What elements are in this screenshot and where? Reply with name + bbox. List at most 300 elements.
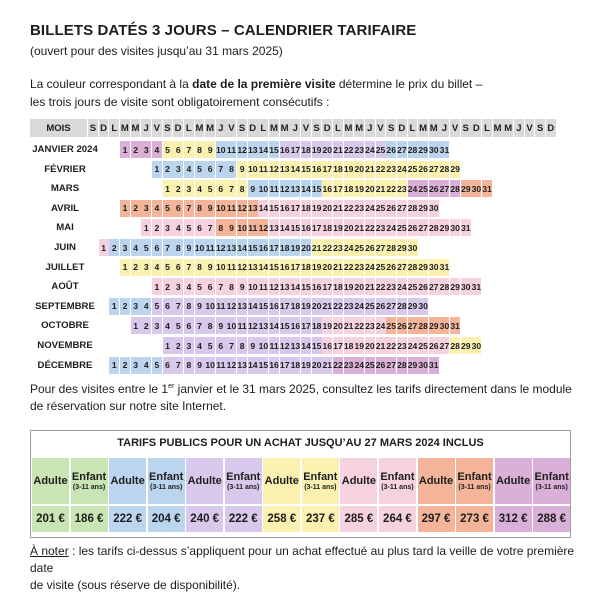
child-age-range: (3-11 ans) [72,484,106,491]
calendar-day: 16 [312,161,322,178]
calendar-day: 7 [205,219,215,236]
calendar-day: 6 [163,357,173,374]
calendar-day: 11 [226,259,236,276]
calendar-day: 3 [131,357,141,374]
calendar-day: 3 [131,298,141,315]
calendar-day: 26 [386,200,396,217]
calendar-day: 30 [461,278,471,295]
calendar-day: 3 [141,200,151,217]
calendar-day: 12 [226,298,236,315]
weekday-header: V [301,119,311,137]
calendar-day: 13 [280,278,290,295]
calendar-day: 31 [450,317,460,334]
calendar-day: 18 [333,161,343,178]
child-age-range: (3-11 ans) [535,484,568,491]
weekday-header: M [493,119,503,137]
weekday-header: J [290,119,300,137]
calendar-day: 10 [248,278,258,295]
calendar-day: 3 [141,259,151,276]
calendar-day: 27 [397,200,407,217]
calendar-day: 12 [269,278,279,295]
calendar-day: 17 [290,141,300,158]
calendar-day: 26 [386,141,396,158]
calendar-day: 27 [439,337,449,354]
calendar-day: 2 [163,278,173,295]
calendar-day: 12 [237,259,247,276]
calendar-day: 16 [312,278,322,295]
calendar-day: 6 [173,259,183,276]
calendar-day: 26 [418,278,428,295]
calendar-day: 18 [301,141,311,158]
calendar-day: 22 [376,161,386,178]
calendar-day: 21 [333,200,343,217]
price-category-label [263,458,300,504]
calendar-day: 15 [312,337,322,354]
calendar-day: 10 [237,219,247,236]
calendar-day: 16 [280,259,290,276]
calendar-day: 1 [109,357,119,374]
calendar-day: 15 [312,180,322,197]
calendar-day: 16 [269,357,279,374]
calendar-day: 22 [344,200,354,217]
calendar-day: 19 [301,357,311,374]
calendar-day: 17 [280,357,290,374]
weekday-header: D [173,119,183,137]
calendar-day: 20 [365,337,375,354]
calendar-day: 15 [248,239,258,256]
calendar-day: 5 [195,161,205,178]
calendar-day: 21 [365,161,375,178]
calendar-day: 25 [354,239,364,256]
calendar-day: 9 [195,357,205,374]
calendar-day: 14 [269,317,279,334]
calendar-day: 4 [195,180,205,197]
calendar-day: 3 [141,141,151,158]
price-category-label [379,458,416,504]
calendar-day: 27 [386,298,396,315]
calendar-day: 17 [312,219,322,236]
calendar-day: 24 [397,278,407,295]
child-price: 288 € [533,506,570,532]
calendar-day: 7 [195,317,205,334]
calendar-day: 8 [237,337,247,354]
calendar-day: 6 [173,200,183,217]
calendar-day: 1 [152,278,162,295]
calendar-day: 17 [290,200,300,217]
calendar-day: 23 [344,357,354,374]
calendar-day: 29 [418,200,428,217]
calendar-day: 24 [354,298,364,315]
calendar-day: 14 [290,278,300,295]
calendar-day: 30 [418,298,428,315]
calendar-day: 13 [248,200,258,217]
calendar-day: 26 [397,317,407,334]
calendar-day: 17 [269,239,279,256]
weekday-header: L [333,119,343,137]
calendar-day: 18 [301,259,311,276]
calendar-day: 1 [120,141,130,158]
calendar-day: 28 [429,219,439,236]
calendar-day: 11 [269,337,279,354]
calendar-day: 18 [301,200,311,217]
calendar-day: 10 [216,141,226,158]
calendar-day: 3 [184,337,194,354]
calendar-day: 27 [429,278,439,295]
month-label: AOÛT [51,281,79,293]
weekday-header: M [344,119,354,137]
weekday-header: M [280,119,290,137]
calendar-day: 25 [408,278,418,295]
calendar-day: 14 [280,219,290,236]
calendar-day: 18 [344,180,354,197]
calendar-day: 11 [258,278,268,295]
calendar-day: 9 [184,239,194,256]
price-table-title: TARIFS PUBLICS POUR UN ACHAT JUSQU’AU 27 MARS 2024 INCLUS [117,437,484,449]
calendar-day: 12 [269,161,279,178]
month-label: SEPTEMBRE [35,300,95,312]
calendar-day: 11 [248,219,258,236]
calendar-day: 3 [184,180,194,197]
weekday-header: D [248,119,258,137]
calendar-day: 2 [109,239,119,256]
price-category-label [456,458,493,504]
price-column-adult [186,458,223,534]
price-category-label [418,458,455,504]
calendar-day: 1 [152,161,162,178]
calendar-day: 19 [354,180,364,197]
calendar-day: 2 [131,141,141,158]
weekday-header: M [418,119,428,137]
calendar-day: 28 [439,161,449,178]
calendar-day: 10 [205,298,215,315]
month-header: MOIS [30,119,87,137]
child-price: 204 € [148,506,185,532]
weekday-header: M [269,119,279,137]
calendar-day: 15 [269,200,279,217]
calendar-day: 7 [216,161,226,178]
calendar-day: 11 [258,161,268,178]
adult-label: Adulte [264,475,299,487]
adult-price: 312 € [495,506,532,532]
weekday-header: M [354,119,364,137]
child-price: 186 € [71,506,108,532]
price-category-label [148,458,185,504]
calendar-day: 29 [397,239,407,256]
month-label: OCTOBRE [41,320,89,332]
calendar-day: 23 [344,298,354,315]
calendar-day: 26 [386,259,396,276]
calendar-day: 17 [290,259,300,276]
note-sup: er [168,383,175,390]
calendar-day: 12 [280,337,290,354]
calendar-day: 24 [344,239,354,256]
child-label: Enfant [457,471,492,483]
weekday-header: M [503,119,513,137]
calendar-day: 15 [290,219,300,236]
calendar-day: 16 [269,298,279,315]
weekday-header: S [386,119,396,137]
calendar-day: 23 [386,161,396,178]
calendar-day: 10 [216,259,226,276]
calendar-day: 14 [301,337,311,354]
price-column-adult [340,458,377,534]
price-column-adult [263,458,300,534]
calendar-day: 4 [173,219,183,236]
calendar-day: 11 [269,180,279,197]
note-prefix: Pour des visites entre le 1 [30,382,169,396]
calendar-day: 5 [152,357,162,374]
calendar-day: 19 [290,239,300,256]
calendar-day: 13 [226,239,236,256]
calendar-day: 25 [418,337,428,354]
calendar-day: 13 [269,219,279,236]
calendar-day: 11 [226,200,236,217]
calendar-day: 6 [216,180,226,197]
calendar-day: 20 [322,141,332,158]
weekday-header: J [141,119,151,137]
child-label: Enfant [71,471,107,483]
calendar-day: 19 [312,141,322,158]
child-label: Enfant [149,471,184,483]
calendar-day: 18 [344,337,354,354]
weekday-header: V [376,119,386,137]
calendar-day: 14 [290,161,300,178]
calendar-day: 14 [301,180,311,197]
price-category-label [225,458,262,504]
calendar-day: 9 [205,141,215,158]
calendar-day: 16 [258,239,268,256]
calendar-day: 13 [237,357,247,374]
child-age-range: (3-11 ans) [149,484,183,491]
calendar-day: 11 [237,317,247,334]
weekday-header: M [195,119,205,137]
calendar-day: 31 [482,180,492,197]
calendar-day: 13 [237,298,247,315]
footnote-text: : les tarifs ci-dessus s’appliquent pour un achat effectué au plus tard la veille de votre première date [30,544,575,575]
calendar-day: 25 [376,200,386,217]
calendar-day: 28 [397,357,407,374]
month-label: JUIN [54,242,76,253]
calendar-day: 2 [120,298,130,315]
page-title: BILLETS DATÉS 3 JOURS – CALENDRIER TARIFAIRE [30,22,417,39]
calendar-day: 28 [408,141,418,158]
calendar-day: 9 [248,337,258,354]
calendar-day: 2 [131,259,141,276]
calendar-day: 14 [258,259,268,276]
weekday-header: J [514,119,524,137]
calendar-day: 8 [195,200,205,217]
calendar-day: 17 [322,161,332,178]
weekday-header: L [408,119,418,137]
calendar-day: 27 [376,239,386,256]
calendar-day: 21 [354,219,364,236]
calendar-day: 31 [429,357,439,374]
calendar-day: 25 [376,141,386,158]
calendar-day: 21 [344,317,354,334]
calendar-day: 29 [450,161,460,178]
calendar-day: 5 [195,278,205,295]
calendar-day: 8 [195,141,205,158]
calendar-day: 14 [258,141,268,158]
calendar-day: 24 [408,180,418,197]
calendar-day: 1 [120,200,130,217]
calendar-day: 8 [237,180,247,197]
calendar-day: 4 [152,141,162,158]
price-column-adult [495,458,532,534]
adult-price: 240 € [186,506,223,532]
calendar-day: 21 [322,298,332,315]
calendar-day: 23 [354,141,364,158]
calendar-day: 5 [163,200,173,217]
calendar-day: 29 [429,317,439,334]
calendar-day: 29 [418,259,428,276]
calendar-day: 6 [152,239,162,256]
calendar-day: 29 [450,278,460,295]
calendar-day: 13 [290,337,300,354]
calendar-day: 1 [109,298,119,315]
calendar-day: 15 [301,278,311,295]
weekday-header: M [120,119,130,137]
calendar-day: 9 [237,278,247,295]
child-price: 273 € [456,506,493,532]
calendar-day: 15 [269,141,279,158]
calendar-day: 2 [141,317,151,334]
calendar-day: 23 [397,337,407,354]
calendar-day: 17 [301,317,311,334]
price-column-child [302,458,339,534]
calendar-day: 19 [354,337,364,354]
price-category-label [533,458,570,504]
calendar-day: 30 [439,317,449,334]
calendar-day: 19 [301,298,311,315]
calendar-day: 28 [408,259,418,276]
child-age-range: (3-11 ans) [304,484,337,491]
calendar-day: 5 [205,337,215,354]
calendar-day: 16 [301,219,311,236]
calendar-day: 5 [163,259,173,276]
calendar-day: 12 [258,219,268,236]
calendar-day: 5 [184,219,194,236]
calendar-day: 11 [216,357,226,374]
calendar-day: 24 [376,317,386,334]
calendar-day: 22 [333,298,343,315]
calendar-day: 21 [333,141,343,158]
calendar-day: 27 [439,180,449,197]
calendar-day: 25 [365,357,375,374]
calendar-day: 21 [376,180,386,197]
calendar-day: 9 [226,219,236,236]
calendar-day: 30 [408,239,418,256]
calendar-day: 5 [163,141,173,158]
calendar-day: 12 [280,180,290,197]
calendar-day: 28 [386,239,396,256]
calendar-day: 1 [99,239,109,256]
calendar-day: 19 [344,161,354,178]
calendar-day: 20 [354,161,364,178]
calendar-day: 27 [429,161,439,178]
calendar-day: 26 [376,298,386,315]
adult-price: 285 € [340,506,377,532]
calendar-day: 1 [163,180,173,197]
calendar-day: 6 [173,141,183,158]
calendar-day: 11 [226,141,236,158]
weekday-header: S [88,119,98,137]
adult-label: Adulte [341,475,376,487]
calendar-day: 8 [173,239,183,256]
calendar-day: 28 [439,278,449,295]
price-column-child [456,458,493,534]
calendar-day: 6 [184,317,194,334]
calendar-day: 12 [237,200,247,217]
price-column-child [225,458,262,534]
calendar-day: 10 [258,337,268,354]
page-subtitle: (ouvert pour des visites jusqu’au 31 mars 2025) [30,44,283,58]
calendar-day: 20 [301,239,311,256]
calendar-day: 8 [226,161,236,178]
calendar-day: 30 [429,200,439,217]
calendar-day: 24 [354,357,364,374]
calendar-day: 18 [290,298,300,315]
calendar-day: 26 [376,357,386,374]
calendar-day: 4 [131,239,141,256]
weekday-header: V [450,119,460,137]
calendar-day: 4 [152,259,162,276]
calendar-day: 21 [376,337,386,354]
child-price: 264 € [379,506,416,532]
calendar-day: 22 [386,180,396,197]
calendar-day: 25 [418,180,428,197]
calendar-day: 29 [408,298,418,315]
price-column-adult [109,458,146,534]
calendar-day: 1 [131,317,141,334]
adult-price: 201 € [32,506,69,532]
calendar-day: 5 [141,239,151,256]
weekday-header: J [365,119,375,137]
adult-price: 297 € [418,506,455,532]
calendar-day: 26 [429,180,439,197]
calendar-day: 10 [216,200,226,217]
calendar-day: 24 [365,200,375,217]
calendar-day: 14 [248,357,258,374]
calendar-day: 19 [344,278,354,295]
month-label: AVRIL [50,202,80,214]
calendar-day: 1 [141,219,151,236]
calendar-day: 2 [173,180,183,197]
calendar-day: 18 [322,219,332,236]
calendar-day: 3 [120,239,130,256]
calendar-day: 23 [386,278,396,295]
calendar-day: 3 [152,317,162,334]
calendar-day: 23 [376,219,386,236]
adult-label: Adulte [495,475,531,487]
calendar-day: 20 [354,278,364,295]
note-rest: janvier et le 31 mars 2025, consultez les tarifs directement dans le module [174,382,572,396]
calendar-day: 23 [333,239,343,256]
calendar-day: 2 [152,219,162,236]
calendar-day: 3 [173,278,183,295]
calendar-day: 10 [226,317,236,334]
calendar-day: 28 [408,200,418,217]
weekday-header: J [216,119,226,137]
calendar-day: 9 [248,180,258,197]
child-label: Enfant [303,471,338,483]
calendar-day: 13 [258,317,268,334]
intro-line2: les trois jours de visite sont obligatoirement consécutifs : [30,95,330,109]
calendar-day: 26 [418,161,428,178]
calendar-day: 15 [269,259,279,276]
intro-suffix: détermine le prix du billet – [335,77,483,91]
child-price: 222 € [225,506,262,532]
